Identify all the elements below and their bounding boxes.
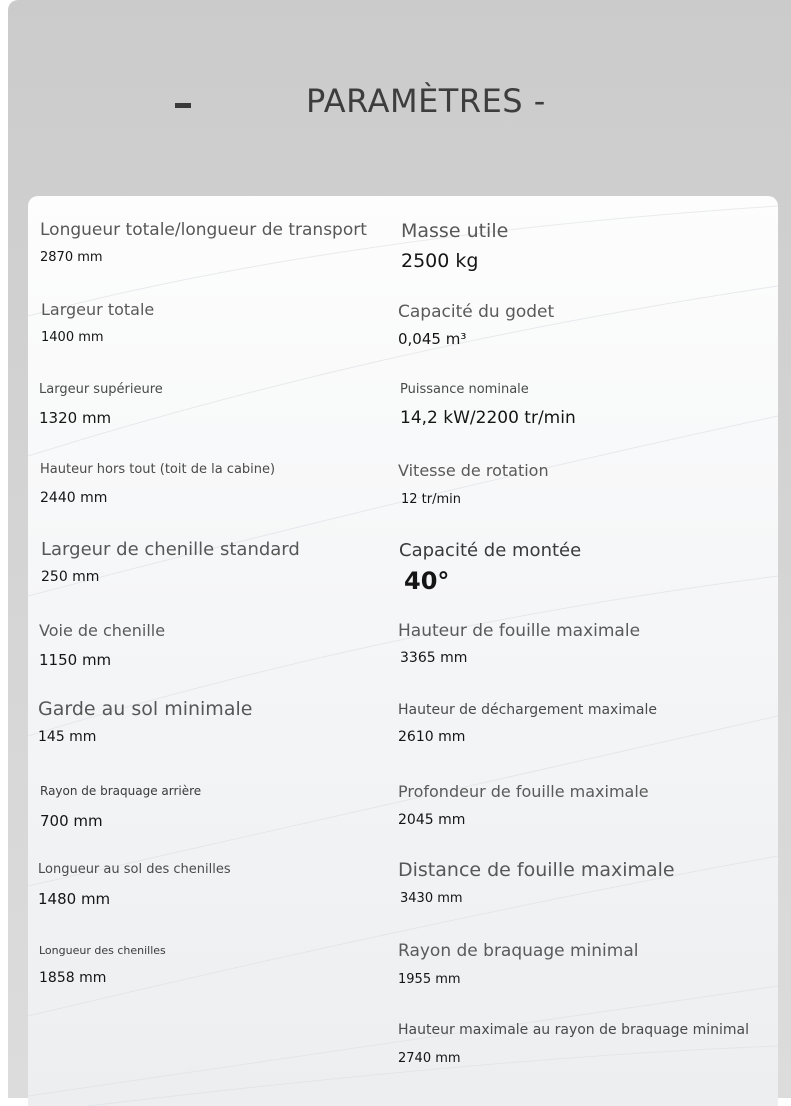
spec-label: Rayon de braquage arrière bbox=[40, 784, 202, 798]
spec-value: 2610 mm bbox=[398, 729, 466, 745]
spec-value: 3365 mm bbox=[400, 650, 468, 666]
spec-value: 2740 mm bbox=[398, 1051, 461, 1066]
spec-max-digging-reach bbox=[398, 859, 675, 906]
spec-value: 2870 mm bbox=[40, 250, 103, 265]
spec-track-ground-length bbox=[38, 862, 231, 908]
spec-label: Voie de chenille bbox=[39, 621, 166, 640]
spec-bucket-capacity bbox=[398, 302, 554, 348]
spec-rated-power bbox=[400, 382, 576, 428]
spec-max-digging-depth bbox=[398, 782, 649, 828]
spec-label: Rayon de braquage minimal bbox=[398, 941, 639, 961]
spec-label: Puissance nominale bbox=[400, 382, 529, 397]
spec-value: 2045 mm bbox=[398, 812, 466, 828]
spec-rear-turning-radius bbox=[40, 784, 201, 830]
spec-value: 2500 kg bbox=[401, 250, 479, 272]
spec-label: Masse utile bbox=[401, 220, 509, 242]
spec-value: 2440 mm bbox=[40, 490, 108, 506]
spec-label: Longueur des chenilles bbox=[39, 944, 166, 957]
spec-label: Hauteur maximale au rayon de braquage minimal bbox=[398, 1022, 749, 1038]
spec-track-width bbox=[41, 539, 300, 585]
spec-value: 145 mm bbox=[38, 729, 97, 745]
spec-value: 12 tr/min bbox=[401, 492, 462, 507]
spec-max-dumping-height bbox=[398, 702, 657, 745]
spec-value: 1480 mm bbox=[38, 890, 111, 908]
spec-label: Largeur de chenille standard bbox=[41, 539, 300, 560]
spec-label: Capacité de montée bbox=[399, 540, 582, 561]
spec-label: Hauteur de déchargement maximale bbox=[398, 702, 657, 718]
spec-value: 700 mm bbox=[40, 812, 103, 830]
spec-operating-weight bbox=[401, 220, 508, 272]
spec-value: 1858 mm bbox=[39, 970, 107, 986]
spec-label: Garde au sol minimale bbox=[38, 698, 253, 720]
spec-height-at-min-turning-radius bbox=[398, 1022, 749, 1066]
spec-value: 250 mm bbox=[41, 569, 100, 585]
spec-ground-clearance bbox=[38, 698, 252, 745]
spec-track-gauge bbox=[39, 621, 165, 669]
spec-overall-length bbox=[40, 220, 367, 265]
spec-value: 1400 mm bbox=[41, 330, 104, 345]
spec-label: Profondeur de fouille maximale bbox=[398, 782, 649, 801]
spec-max-digging-height bbox=[398, 621, 640, 666]
spec-value: 0,045 m³ bbox=[398, 330, 467, 348]
spec-label: Largeur totale bbox=[41, 300, 155, 319]
spec-label: Capacité du godet bbox=[398, 302, 555, 322]
spec-overall-width bbox=[41, 300, 154, 345]
spec-swing-speed bbox=[398, 461, 549, 507]
spec-label: Longueur totale/longueur de transport bbox=[40, 220, 367, 240]
spec-label: Vitesse de rotation bbox=[398, 461, 549, 480]
spec-value: 1150 mm bbox=[39, 651, 112, 669]
header-dash bbox=[175, 103, 191, 108]
spec-label: Hauteur de fouille maximale bbox=[398, 621, 641, 641]
spec-value: 14,2 kW/2200 tr/min bbox=[400, 408, 576, 428]
page-title: PARAMÈTRES - bbox=[306, 82, 546, 120]
spec-value: 3430 mm bbox=[400, 891, 463, 906]
spec-label: Hauteur hors tout (toit de la cabine) bbox=[40, 462, 276, 477]
spec-min-turning-radius bbox=[398, 941, 638, 987]
spec-value: 1955 mm bbox=[398, 972, 461, 987]
spec-label: Longueur au sol des chenilles bbox=[38, 862, 231, 877]
spec-climbing-capacity bbox=[399, 540, 581, 595]
parameters-panel bbox=[28, 196, 778, 1106]
spec-upper-width bbox=[39, 382, 163, 427]
spec-label: Distance de fouille maximale bbox=[398, 859, 675, 881]
spec-value: 40° bbox=[404, 567, 450, 595]
spec-value: 1320 mm bbox=[39, 409, 112, 427]
spec-label: Largeur supérieure bbox=[39, 382, 163, 397]
spec-overall-height bbox=[40, 462, 275, 506]
spec-track-length bbox=[39, 944, 166, 986]
